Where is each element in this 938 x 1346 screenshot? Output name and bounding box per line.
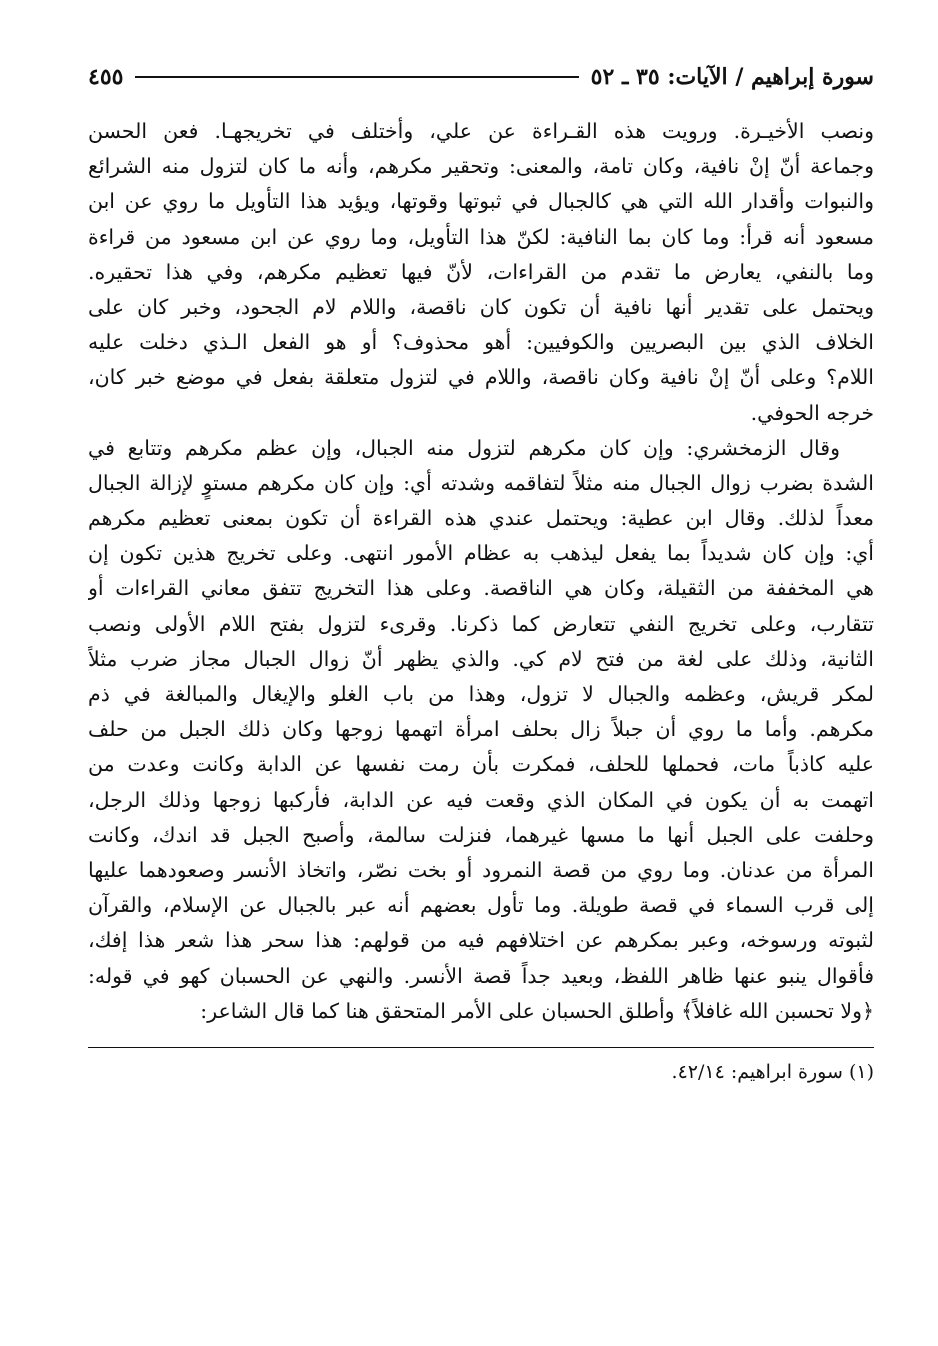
text-line: فأقوال ينبو عنها ظاهر اللفظ، وبعيد جداً قصة الأنسر. والنهي عن الحسبان كهو في قوله: xyxy=(88,963,874,988)
text-line: الخلاف الذي بين البصريين والكوفيين: أهو محذوف؟ أو هو الفعل الـذي دخلت عليه xyxy=(88,330,874,355)
text-line: المرأة من عدنان. وما روي من قصة النمرود أو بخت نصّر، واتخاذ الأنسر وصعودهما عليها xyxy=(88,857,874,882)
text-line: معداً لذلك. وقال ابن عطية: ويحتمل عندي هذه القراءة أن تكون بمعنى تعظيم مكرهم xyxy=(88,506,874,531)
text-line: هي المخففة من الثقيلة، وكان هي الناقصة. وعلى هذا التخريج تتفق معاني القراءات أو xyxy=(88,576,874,601)
text-line: مسعود أنه قرأ: وما كان بما النافية: لكنّ هذا التأويل، وما روي عن ابن مسعود من قراءة xyxy=(88,224,874,249)
text-line: وجماعة أنّ إنْ نافية، وكان تامة، والمعنى: وتحقير مكرهم، وأنه ما كان لتزول منه الشرائع xyxy=(88,154,874,179)
surah-title: سورة إبراهيم / الآيات: ٣٥ ـ ٥٢ xyxy=(590,64,874,90)
text-line: الثانية، وذلك على لغة من فتح لام كي. والذي يظهر أنّ زوال الجبال مجاز ضرب مثلاً xyxy=(88,646,874,671)
text-line: ويحتمل على تقدير أنها نافية أن تكون كان ناقصة، واللام لام الجحود، وخبر كان على xyxy=(88,294,874,319)
text-line: تتقارب، وعلى تخريج النفي تتعارض كما ذكرنا. وقرىء لتزول بفتح اللام الأولى ونصب xyxy=(88,611,874,636)
text-line: أي: وإن كان شديداً بما يفعل ليذهب به عظام الأمور انتهى. وعلى تخريج هذين تكون إن xyxy=(88,541,874,566)
text-line: وما بالنفي، يعارض ما تقدم من القراءات، لأنّ فيها تعظيم مكرهم، وفي هذا تحقيره. xyxy=(88,259,874,284)
text-line: خرجه الحوفي. xyxy=(750,400,874,425)
text-line: ونصب الأخيـرة. ورويت هذه القـراءة عن علي، وأختلف في تخريجهـا. فعن الحسن xyxy=(88,119,874,143)
header-rule xyxy=(135,76,578,78)
page xyxy=(88,60,874,1086)
text-line: لثبوته ورسوخه، وعبر بمكرهم عن اختلافهم فيه من قولهم: هذا سحر هذا شعر هذا إفك، xyxy=(88,928,874,953)
text-line: وحلفت على الجبل أنها ما مسها غيرهما، فنزلت سالمة، وأصبح الجبل قد اندك، وكانت xyxy=(88,822,874,847)
footnote-rule xyxy=(88,1047,874,1048)
text-line: لمكر قريش، وعظمه والجبال لا تزول، وهذا من باب الغلو والإيغال والمبالغة في ذم xyxy=(88,682,874,706)
text-line: والنبوات وأقدار الله التي هي كالجبال في ثبوتها وقوتها، ويؤيد هذا التأويل ما روي عن ابن xyxy=(88,189,874,214)
text-line: الشدة بضرب زوال الجبال منه مثلاً لتفاقمه وشدته أي: وإن كان مكرهم مستوٍ لإزالة الجبال xyxy=(88,470,874,495)
text-line: مكرهم. وأما ما روي أن جبلاً زال بحلف امرأة اتهمها زوجها وكان ذلك الجبل من حلف xyxy=(88,717,874,742)
page-header xyxy=(88,60,874,94)
page-number: ٤٥٥ xyxy=(88,64,124,90)
text-line: إلى قرب السماء في قصة طويلة. وما تأول بعضهم أنه عبر بالجبال عن الإسلام، والقرآن xyxy=(88,893,874,918)
text-line: ﴿ولا تحسبن الله غافلاً﴾ وأطلق الحسبان على الأمر المتحقق هنا كما قال الشاعر: xyxy=(200,998,874,1023)
footnote: (١) سورة ابراهيم: ٤٢/١٤. xyxy=(671,1060,874,1083)
body-text xyxy=(88,114,874,1029)
text-line: اللام؟ وعلى أنّ إنْ نافية وكان ناقصة، واللام في لتزول متعلقة بفعل في موضع خبر كان، xyxy=(88,365,874,390)
text-line: وقال الزمخشري: وإن كان مكرهم لتزول منه الجبال، وإن عظم مكرهم وتتابع في xyxy=(88,435,840,460)
text-line: اتهمت به أن يكون في المكان الذي وقعت فيه عن الدابة، فأركبها زوجها وذلك الرجل، xyxy=(88,787,874,812)
text-line: عليه كاذباً مات، فحملها للحلف، فمكرت بأن رمت نفسها عن الدابة وكانت وعدت من xyxy=(88,752,874,777)
